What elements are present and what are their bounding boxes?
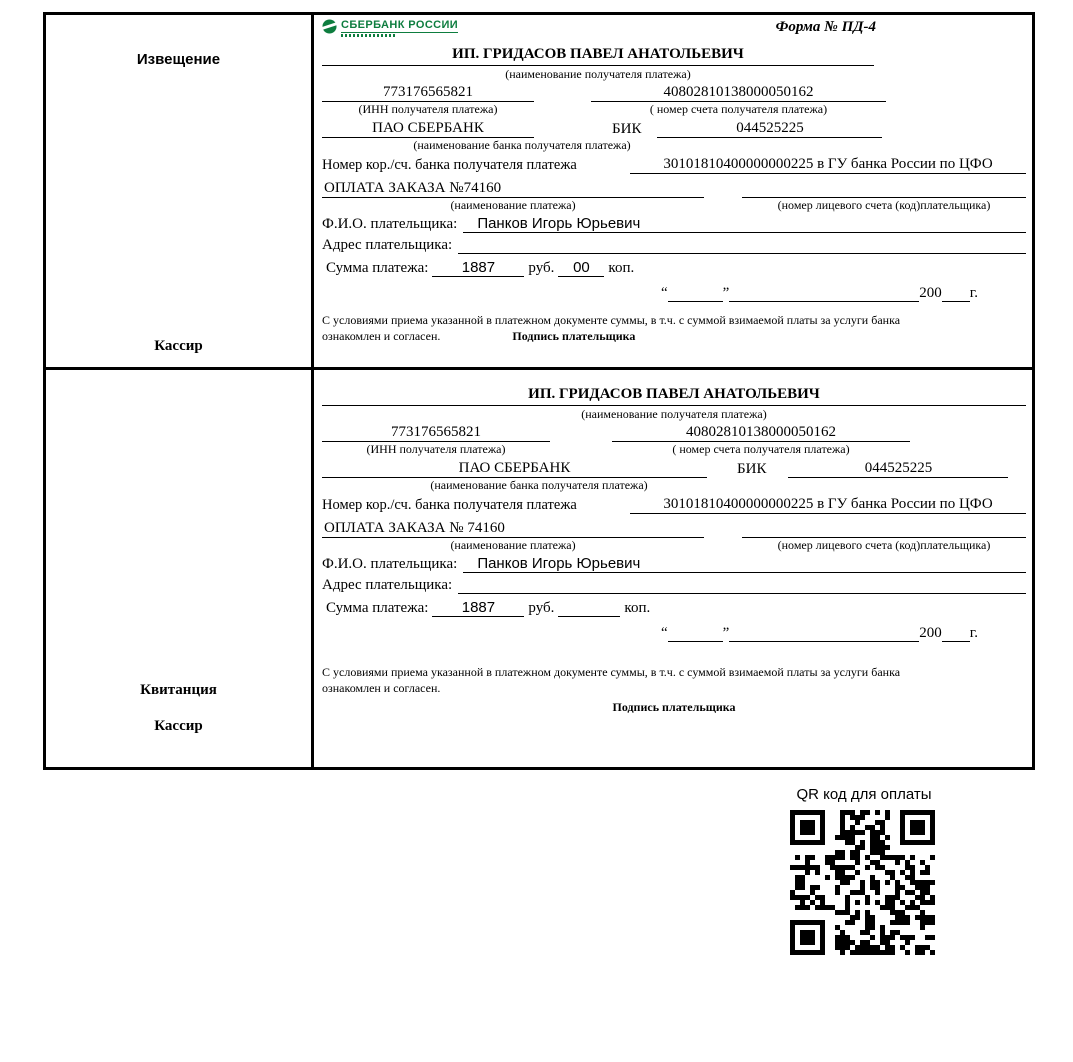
- corr-account-value: 30101810400000000225 в ГУ банка России по ЦФО: [630, 156, 1026, 174]
- notice-form-column: [314, 15, 1032, 367]
- open-quote-2: “: [660, 625, 668, 641]
- date-day-underline-2: [668, 641, 723, 642]
- corr-account-label: Номер кор./сч. банка получателя платежа: [322, 157, 577, 173]
- bank-caption: (наименование банка получателя платежа): [413, 138, 631, 152]
- form-number: Форма № ПД-4: [775, 19, 876, 35]
- personal-account-caption-2: (номер лицевого счета (код)плательщика): [777, 538, 991, 552]
- amount-kop-value: 00: [558, 259, 604, 277]
- bik-label: БИК: [612, 121, 642, 137]
- inn-account-row-2: [322, 424, 1026, 442]
- cashier-label: Кассир: [154, 338, 203, 354]
- receipt-stub-column: [46, 370, 314, 767]
- payer-value: Панков Игорь Юрьевич: [463, 215, 1026, 233]
- amount-label-2: Сумма платежа:: [326, 600, 429, 616]
- logo-row: [322, 19, 1026, 46]
- sberbank-logo: [322, 19, 458, 37]
- address-underline: [458, 253, 1026, 254]
- inn-account-row: [322, 84, 1026, 102]
- payer-signature-label: Подпись плательщика: [512, 329, 636, 343]
- kop-label: коп.: [608, 260, 635, 276]
- recipient-caption-2: (наименование получателя платежа): [581, 407, 767, 421]
- amount-label: Сумма платежа:: [326, 260, 429, 276]
- date-year-underline-2: [942, 641, 970, 642]
- corr-account-value-2: 30101810400000000225 в ГУ банка России по ЦФО: [630, 496, 1026, 514]
- bik-value: 044525225: [657, 120, 882, 138]
- qr-code: [790, 810, 935, 955]
- personal-account-caption: (номер лицевого счета (код)плательщика): [777, 198, 991, 212]
- amount-kop-underline-2: [558, 616, 620, 617]
- inn-value: 773176565821: [322, 84, 534, 102]
- recipient-name: ИП. ГРИДАСОВ ПАВЕЛ АНАТОЛЬЕВИЧ: [322, 46, 874, 66]
- agreement-line-2-text: ознакомлен и согласен.: [322, 329, 441, 343]
- amount-rub-value-2: 1887: [432, 599, 524, 617]
- corr-account-row-2: [322, 496, 1026, 514]
- payment-name-value-2: ОПЛАТА ЗАКАЗА № 74160: [322, 520, 704, 538]
- sberbank-brand-text: СБЕРБАНК РОССИИ: [341, 19, 459, 31]
- notice-stub-column: [46, 15, 314, 367]
- year-prefix: 200: [919, 285, 942, 301]
- payment-caption-2: (наименование платежа): [450, 538, 576, 552]
- receipt-form-column: [314, 370, 1032, 767]
- date-row: [322, 285, 1026, 302]
- date-row-2: [322, 625, 1026, 642]
- open-quote: “: [660, 285, 668, 301]
- year-suffix: г.: [969, 285, 978, 301]
- agreement-line-2-2: ознакомлен и согласен.: [322, 681, 441, 695]
- close-quote: ”: [722, 285, 730, 301]
- spacer: [704, 198, 742, 213]
- kop-label-2: коп.: [624, 600, 651, 616]
- address-underline-2: [458, 593, 1026, 594]
- notice-section: [43, 12, 1035, 370]
- close-quote-2: ”: [722, 625, 730, 641]
- address-row: [322, 237, 1026, 254]
- agreement-line-1: С условиями приема указанной в платежном документе суммы, в т.ч. с суммой взимаемой платы за услуги банка: [322, 313, 901, 327]
- receipt-section: [43, 370, 1035, 770]
- bank-caption-row: [322, 138, 722, 153]
- amount-row: [322, 259, 1026, 277]
- account-value-2: 40802810138000050162: [612, 424, 910, 442]
- qr-section: [786, 786, 942, 955]
- recipient-caption: (наименование получателя платежа): [505, 67, 691, 81]
- cashier-label-2: Кассир: [154, 718, 203, 734]
- bik-value-2: 044525225: [788, 460, 1008, 478]
- bank-bik-row: [322, 120, 1026, 138]
- payment-name-row: [322, 180, 1026, 198]
- payer-row: [322, 215, 1026, 233]
- inn-caption: (ИНН получателя платежа): [358, 102, 498, 116]
- payment-name-row-2: [322, 520, 1026, 538]
- inn-value-2: 773176565821: [322, 424, 550, 442]
- payment-captions-row-2: [322, 538, 1026, 553]
- bank-name-value-2: ПАО СБЕРБАНК: [322, 460, 707, 478]
- bank-name-value: ПАО СБЕРБАНК: [322, 120, 534, 138]
- agreement-text: [322, 312, 1026, 344]
- payment-caption: (наименование платежа): [450, 198, 576, 212]
- bank-caption-row-2: [322, 478, 756, 493]
- recipient-name-2: ИП. ГРИДАСОВ ПАВЕЛ АНАТОЛЬЕВИЧ: [322, 386, 1026, 406]
- bank-bik-row-2: [322, 460, 1026, 478]
- inn-account-captions: [322, 102, 1026, 117]
- account-value: 40802810138000050162: [591, 84, 886, 102]
- payer-row-2: [322, 555, 1026, 573]
- spacer: [704, 538, 742, 553]
- payer-label: Ф.И.О. плательщика:: [322, 216, 458, 232]
- sberbank-tagline: [341, 34, 395, 37]
- address-row-2: [322, 577, 1026, 594]
- rub-label-2: руб.: [528, 600, 555, 616]
- corr-account-label-2: Номер кор./сч. банка получателя платежа: [322, 497, 577, 513]
- year-suffix-2: г.: [969, 625, 978, 641]
- payer-value-2: Панков Игорь Юрьевич: [463, 555, 1026, 573]
- payer-signature-label-2: Подпись плательщика: [612, 700, 736, 714]
- date-year-underline: [942, 301, 970, 302]
- agreement-text-2: [322, 664, 1026, 715]
- qr-label: QR код для оплаты: [796, 786, 932, 803]
- spacer: [550, 442, 612, 457]
- inn-account-captions-2: [322, 442, 1026, 457]
- spacer: [534, 102, 591, 117]
- rub-label: руб.: [528, 260, 555, 276]
- corr-account-row: [322, 156, 1026, 174]
- address-label-2: Адрес плательщика:: [322, 577, 453, 593]
- receipt-label: Квитанция: [140, 682, 217, 698]
- amount-row-2: [322, 599, 1026, 617]
- year-prefix-2: 200: [919, 625, 942, 641]
- payment-captions-row: [322, 198, 1026, 213]
- amount-rub-value: 1887: [432, 259, 524, 277]
- payer-label-2: Ф.И.О. плательщика:: [322, 556, 458, 572]
- account-caption: ( номер счета получателя платежа): [649, 102, 828, 116]
- notice-label: Извещение: [136, 51, 221, 68]
- address-label: Адрес плательщика:: [322, 237, 453, 253]
- payment-name-value: ОПЛАТА ЗАКАЗА №74160: [322, 180, 704, 198]
- sberbank-logo-icon: [322, 19, 337, 34]
- date-month-underline-2: [729, 641, 919, 642]
- inn-caption-2: (ИНН получателя платежа): [366, 442, 506, 456]
- agreement-line-2: [322, 328, 1026, 344]
- bank-caption-2: (наименование банка получателя платежа): [430, 478, 648, 492]
- agreement-line-1-2: С условиями приема указанной в платежном документе суммы, в т.ч. с суммой взимаемой платы за услуги банка: [322, 665, 901, 679]
- date-day-underline: [668, 301, 723, 302]
- bik-label-2: БИК: [737, 461, 767, 477]
- sberbank-logo-text: [341, 19, 458, 37]
- account-caption-2: ( номер счета получателя платежа): [672, 442, 850, 456]
- date-month-underline: [729, 301, 919, 302]
